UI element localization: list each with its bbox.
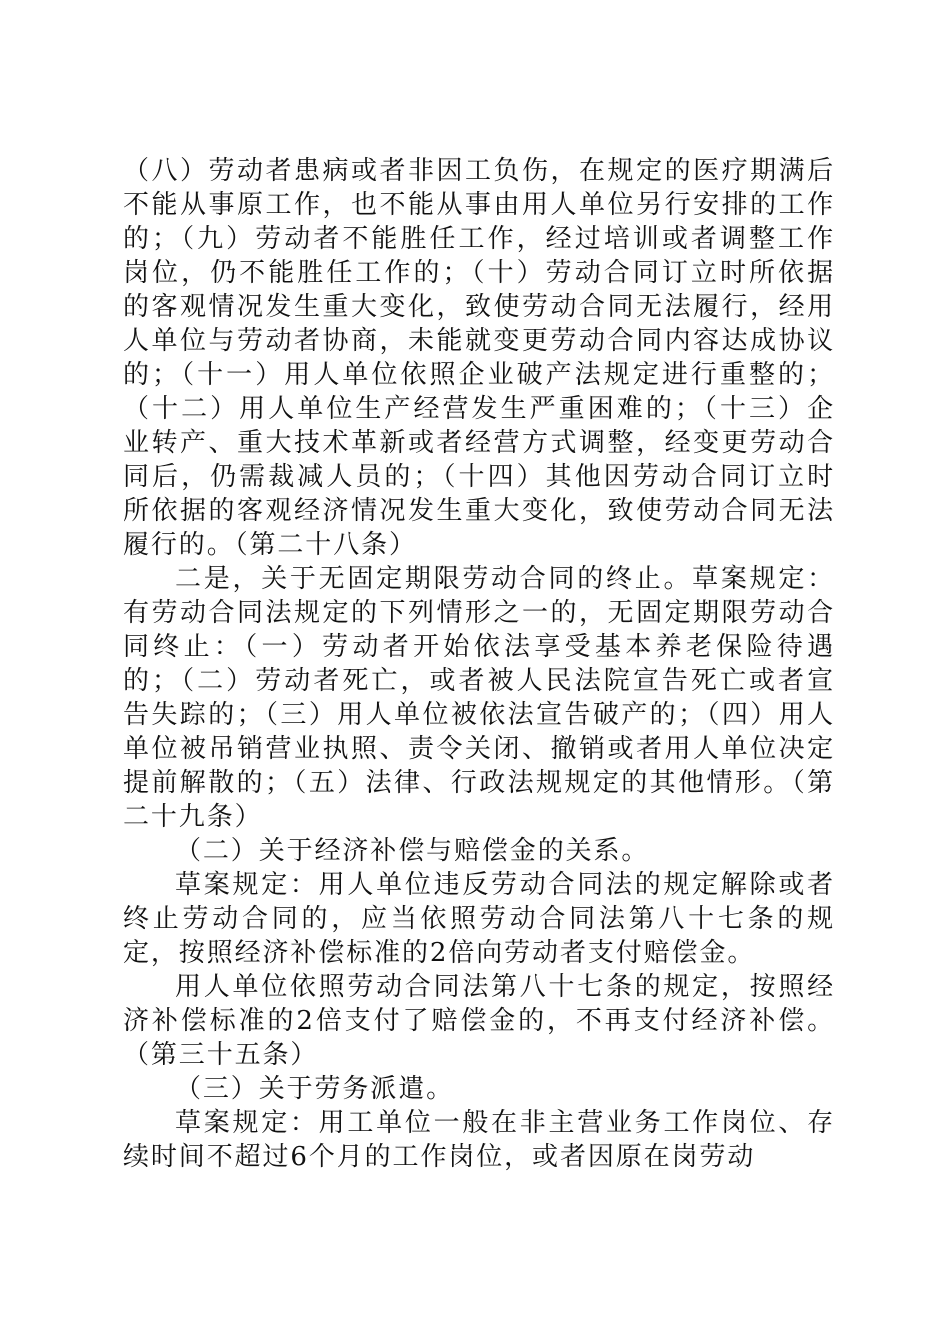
section-heading-labor-dispatch: （三）关于劳务派遣。 xyxy=(175,1074,455,1104)
section-heading-compensation: （二）关于经济补偿与赔偿金的关系。 xyxy=(175,836,650,866)
document-page xyxy=(123,154,835,1174)
paragraph-compensation-exemption: 用人单位依照劳动合同法第八十七条的规定，按照经济补偿标准的2倍支付了赔偿金的，不再支付经济补偿。（第三十五条） xyxy=(123,972,835,1070)
paragraph-labor-dispatch-rule: 草案规定：用工单位一般在非主营业务工作岗位、存续时间不超过6个月的工作岗位，或者因原在岗劳动 xyxy=(123,1108,835,1172)
paragraph-open-ended-contract-termination: 二是，关于无固定期限劳动合同的终止。草案规定：有劳动合同法规定的下列情形之一的，无固定期限劳动合同终止：（一）劳动者开始依法享受基本养老保险待遇的；（二）劳动者死亡，或者被人民法院宣告死亡或者宣告失踪的；（三）用人单位被依法宣告破产的；（四）用人单位被吊销营业执照、责令关闭、撤销或者用人单位决定提前解散的；（五）法律、行政法规规定的其他情形。（第二十九条） xyxy=(123,564,835,832)
paragraph-compensation-rule: 草案规定：用人单位违反劳动合同法的规定解除或者终止劳动合同的，应当依照劳动合同法第八十七条的规定，按照经济补偿标准的2倍向劳动者支付赔偿金。 xyxy=(123,870,835,968)
paragraph-termination-conditions: （八）劳动者患病或者非因工负伤，在规定的医疗期满后不能从事原工作，也不能从事由用人单位另行安排的工作的；（九）劳动者不能胜任工作，经过培训或者调整工作岗位，仍不能胜任工作的；（十）劳动合同订立时所依据的客观情况发生重大变化，致使劳动合同无法履行，经用人单位与劳动者协商，未能就变更劳动合同内容达成协议的；（十一）用人单位依照企业破产法规定进行重整的；（十二）用人单位生产经营发生严重困难的；（十三）企业转产、重大技术革新或者经营方式调整，经变更劳动合同后，仍需裁减人员的；（十四）其他因劳动合同订立时所依据的客观经济情况发生重大变化，致使劳动合同无法履行的。（第二十八条） xyxy=(123,156,835,560)
